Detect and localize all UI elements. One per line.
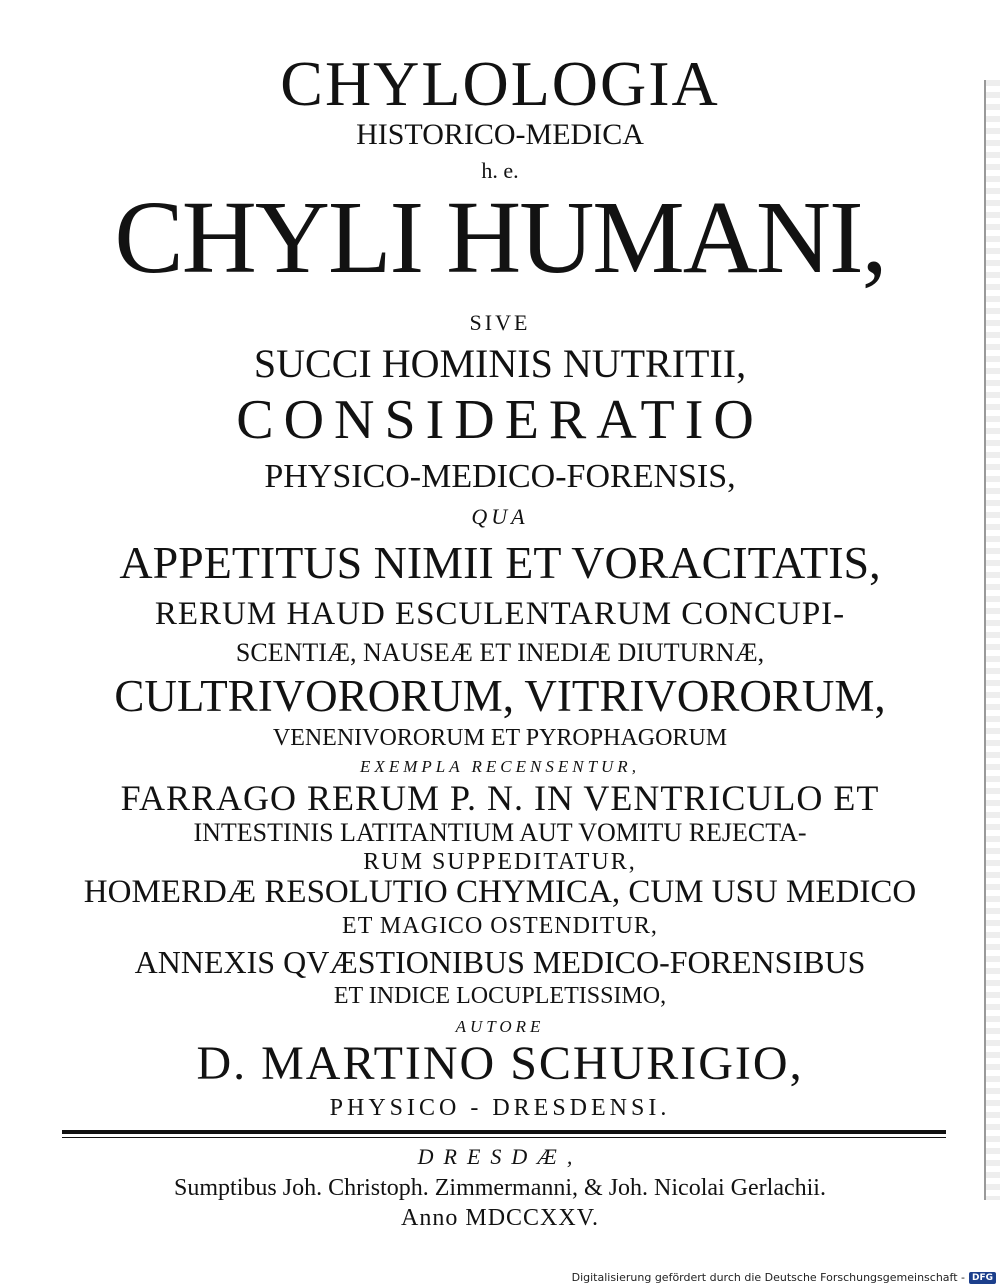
title-line-13: CULTRIVORORUM, VITRIVORORUM, [114, 671, 886, 721]
dfg-logo-icon: DFG [969, 1272, 996, 1284]
digitization-credit [572, 1271, 996, 1284]
credit-text: Digitalisierung gefördert durch die Deutsche Forschungsgemeinschaft - [571, 1271, 965, 1284]
title-line-9: QUA [471, 504, 529, 529]
title-line-7: CONSIDERATIO [236, 389, 764, 451]
title-line-1: CHYLOLOGIA [280, 48, 720, 119]
title-line-16: FARRAGO RERUM P. N. IN VENTRICULO ET [120, 778, 880, 818]
imprint-publisher: Sumptibus Joh. Christoph. Zimmermanni, & Joh. Nicolai Gerlachii. [174, 1175, 826, 1201]
title-line-22: ET INDICE LOCUPLETISSIMO, [333, 983, 667, 1009]
title-line-11: RERUM HAUD ESCULENTARUM CONCUPI- [154, 596, 846, 632]
double-rule-top [62, 1130, 946, 1134]
title-line-12: SCENTIÆ, NAUSEÆ ET INEDIÆ DIUTURNÆ, [235, 638, 765, 667]
title-line-19: HOMERDÆ RESOLUTIO CHYMICA, CUM USU MEDICO [83, 874, 917, 910]
imprint-year: Anno MDCCXXV. [401, 1205, 599, 1231]
title-line-17: INTESTINIS LATITANTIUM AUT VOMITU REJECTA- [193, 818, 807, 847]
title-line-10: APPETITUS NIMII ET VORACITATIS, [119, 537, 881, 588]
author-title: PHYSICO - DRESDENSI. [329, 1095, 671, 1121]
double-rule-bottom [62, 1137, 946, 1138]
title-line-20: ET MAGICO OSTENDITUR, [342, 913, 658, 939]
title-line-23: AUTORE [455, 1017, 545, 1036]
author-name: D. MARTINO SCHURIGIO, [196, 1037, 804, 1090]
title-line-15: EXEMPLA RECENSENTUR, [360, 757, 640, 776]
page-edge [984, 80, 1000, 1200]
title-line-2: HISTORICO-MEDICA [356, 118, 644, 151]
title-line-5: SIVE [469, 310, 531, 335]
title-line-14: VENENIVORORUM ET PYROPHAGORUM [272, 725, 728, 751]
title-line-18: RUM SUPPEDITATUR, [363, 849, 637, 875]
title-line-6: SUCCI HOMINIS NUTRITII, [253, 341, 747, 386]
title-line-21: ANNEXIS QVÆSTIONIBUS MEDICO-FORENSIBUS [134, 944, 866, 980]
imprint-place: DRESDÆ, [417, 1144, 583, 1169]
title-line-3: h. e. [481, 158, 519, 183]
title-line-4: CHYLI HUMANI, [114, 180, 886, 295]
title-line-8: PHYSICO-MEDICO-FORENSIS, [264, 458, 736, 495]
